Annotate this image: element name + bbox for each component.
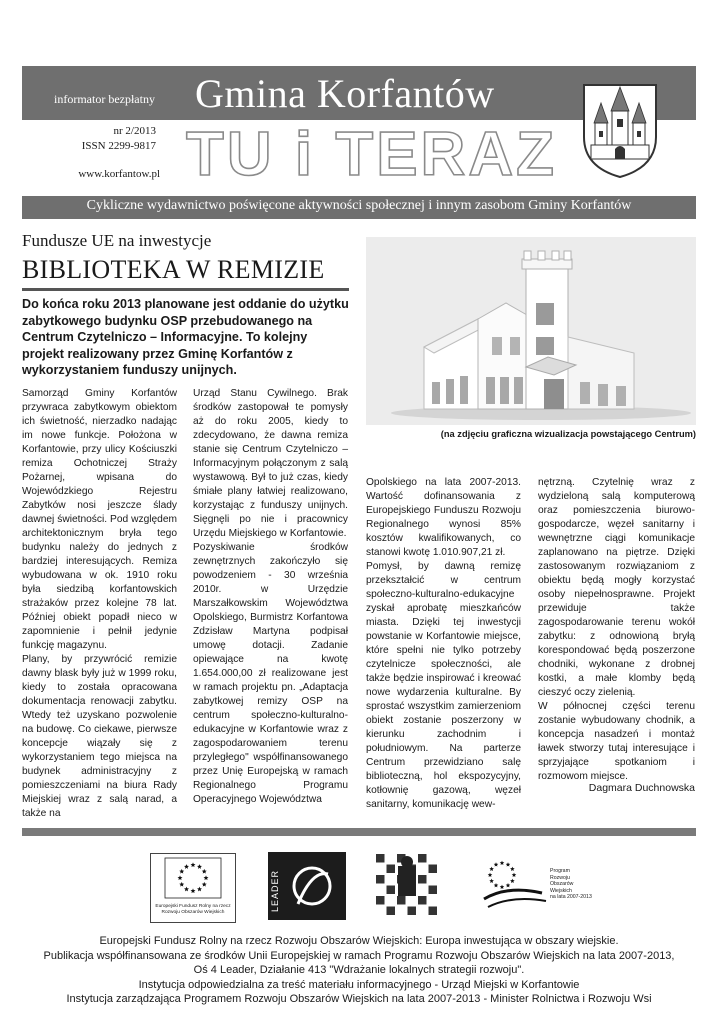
paragraph: nętrzną. Czytelnię wraz z wydzieloną salą komputerową oraz pomieszczenia biurowo-gospodarcze, węzeł sanitarny i wewnętrzne ciągi komunikacje zaplanowano na piętrze. Dzięki zastosowanym rozwiązaniom z obiektu będą mogły korzystać osoby niepełnosprawne. Projekt przewiduje także zagospodarowanie terenu wokół zabytku: z odnowioną bryłą korespondować będą poszerzone chodniki, wykonane z drobnej kostki, a małe klomby będą cieszyć oczy zielenią. — [538, 477, 695, 698]
star-icon — [489, 879, 494, 883]
article-headline: BIBLIOTEKA W REMIZIE — [22, 255, 325, 284]
bottom-divider — [22, 828, 696, 836]
paragraph: Urząd Stanu Cywilnego. Brak środków zastopował te pomysły aż do roku 2005, kiedy to zdecydowano, że dawna remiza stanie się Centrum Czytelniczo – Informacyjnym połączonym z salą wystawową. Był to już czas, kiedy śmiałe plany łatwiej realizowano, korzystając z funduszy unijnych. Sięgnęli po nie i pracownicy Urzędu Miejskiego w Korfantowie. — [193, 388, 348, 539]
headline-underline — [22, 288, 349, 291]
prow-caption-line: Wiejskich — [550, 887, 572, 894]
photo-caption: (na zdjęciu graficzna wizualizacja powstającego Centrum) — [440, 429, 696, 439]
grid-cell — [387, 886, 396, 895]
paragraph: Pomysł, by dawną remizę przekształcić w centrum społeczno-kulturalno-edukacyjne zyskał aprobatę mieszkańców miasta. Dzięki tej inwestycji powstanie w Korfantowie miejsce, które spełni nie tylko potrzeby czytelnicze społeczności, ale także będzie inspirować i kreować nowe wydarzenia kulturalne. By sprostać wszystkim zamierzeniom obiekt zostanie poszerzony w kierunku zachodnim i południowym. Na parterze Centrum przewidziano salę biblioteczną, hol ekspozycyjny, kotłownię gazową, węzeł sanitarny, komunikację wew- — [366, 561, 521, 810]
paragraph: Samorząd Gminy Korfantów przywraca zabytkowym obiektom ich świetność, nierzadko nadając im nowe funkcje. Położona w Korfantowie, przy ulicy Kościuszki remiza Ochotniczej Straży Pożarnej, wpisana do Wojewódzkiego Rejestru Zabytków nosi jeszcze ślady dawnej świetności. Pod względem architektonicznym bryła tego budynku należy do jednych z bardziej interesujących. Remiza wybudowana w ok. 1910 roku była siedzibą korfantowskich strażaków przez kolejne 78 lat. Później obiekt popadł nieco w zapomnienie i pełnił jedynie funkcję magazynu. — [22, 388, 177, 651]
article-column-3 — [366, 476, 521, 812]
star-icon — [510, 879, 515, 883]
article-author: Dagmara Duchnowska — [588, 782, 695, 794]
grid-cell — [429, 907, 438, 916]
website-link[interactable]: www.korfantow.pl — [78, 168, 160, 180]
star-icon — [510, 867, 515, 871]
star-icon — [506, 862, 511, 866]
eu-logo-caption: Europejski Fundusz Rolny na rzecz Rozwoju Obszarów Wiejskich — [155, 904, 231, 915]
footer-line: Instytucja zarządzająca Programem Rozwoju Obszarów Wiejskich na lata 2007-2013 - Minister Rolnictwa i Rozwoju Wsi — [66, 993, 652, 1006]
coat-of-arms-icon — [580, 75, 660, 180]
leader-logo-text: LEADER — [270, 869, 280, 912]
star-icon — [488, 873, 493, 877]
grid-cell — [418, 875, 427, 884]
footer-line: Instytucja odpowiedzialna za treść materiału informacyjnego - Urząd Miejski w Korfantowie — [138, 978, 580, 991]
paragraph: Pozyskiwanie środków zewnętrznych zakończyło się powodzeniem - 30 września 2010r. w Urzędzie Marszałkowskim Województwa Opolskiego, Burmistrz Korfantowa Zdzisław Martyna podpisał umowę dotacji. Zadanie opiewające na kwotę 1.654.000,00 zł realizowane jest w ramach projektu pn. „Adaptacja zabytkowej remizy OSP na centrum społeczno-kulturalno-edukacyjne w Korfantowie wraz z zagospodarowaniem terenu przyległego" współfinansowanego przez Unię Europejską w ramach Regionalnego Programu Operacyjnego Województwa — [193, 542, 348, 805]
grid-cell — [387, 865, 396, 874]
article-column-4 — [538, 476, 695, 784]
article-column-2 — [193, 387, 348, 807]
star-icon — [489, 867, 494, 871]
grid-cell — [376, 854, 385, 863]
issn: ISSN 2299-9817 — [81, 140, 156, 152]
prow-caption-line: Program — [550, 868, 570, 874]
grid-cell — [376, 896, 385, 905]
grid-cell — [376, 875, 385, 884]
masthead-tagline: informator bezpłatny — [54, 92, 155, 106]
star-icon — [494, 862, 499, 866]
grid-cell — [429, 886, 438, 895]
masthead-subtitle: Cykliczne wydawnictwo poświęcone aktywności społecznej i innym zasobom Gminy Korfantów — [86, 198, 632, 213]
masthead-title: Gmina Korfantów — [195, 71, 495, 116]
paragraph: Opolskiego na lata 2007-2013. Wartość dofinansowania z Europejskiego Funduszu Rozwoju Regionalnego wynosi 85% kosztów kwalifikowanych, co stanowi kwotę 1.010.907,21 zł. — [366, 477, 521, 558]
grid-cell — [429, 865, 438, 874]
issue-info — [52, 124, 156, 154]
tu-i-teraz-logo: TU i TERAZ — [186, 120, 557, 189]
funding-footer — [22, 934, 696, 1007]
grid-cell — [397, 896, 406, 905]
article-lead: Do końca roku 2013 planowane jest oddanie do użytku zabytkowego budynku OSP przebudowanego na Centrum Czytelniczo – Informacyjne. To kolejny projekt realizowany przez Gminę Korfantów z wykorzystaniem funduszy unijnych. — [22, 297, 349, 377]
prow-caption-line: na lata 2007-2013 — [550, 894, 592, 901]
footer-line: Publikacja współfinansowana ze środków Unii Europejskiej w ramach Programu Rozwoju Obszarów Wiejskich na lata 2007-2013, — [43, 949, 675, 962]
prow-caption-line: Obszarów — [550, 881, 574, 888]
star-icon — [506, 883, 511, 887]
footer-line: Oś 4 Leader, Działanie 413 "Wdrażanie lokalnych strategii rozwoju". — [193, 964, 525, 977]
leader-group-logo-icon — [374, 852, 440, 918]
grid-cell — [387, 907, 396, 916]
grid-cell — [418, 896, 427, 905]
star-icon — [494, 883, 499, 887]
grid-cell — [408, 907, 417, 916]
building-visualization-image — [366, 237, 696, 425]
star-icon — [512, 873, 517, 877]
leader-logo-icon — [268, 852, 346, 920]
paragraph: W północnej części terenu zostanie wybudowany chodnik, a koncepcja nasadzeń i montaż ławek stworzy tutaj interesujące i sprzyjające spotkaniom i rozmowom miejsce. — [538, 701, 695, 782]
prow-logo-caption — [550, 868, 592, 901]
prow-caption-line: Rozwoju — [550, 874, 570, 881]
article-column-1 — [22, 387, 177, 821]
footer-line: Europejski Fundusz Rolny na rzecz Rozwoju Obszarów Wiejskich: Europa inwestująca w obszary wiejskie. — [99, 935, 619, 947]
paragraph: Plany, by przywrócić remizie dawny blask były już w 1999 roku, kiedy to została opracowana dokumentacja renowacji zabytku. Wtedy też uzyskano pozwolenie na budowę. Co ciekawe, pierwsze koncepcje wiązały się z wykorzystaniem tego miejsca na budynek administracyjny z pomieszczeniami na biura Rady Miejskiej wraz z salą narad, a także na — [22, 654, 177, 819]
article-kicker: Fundusze UE na inwestycje — [22, 231, 212, 250]
star-icon — [500, 861, 505, 865]
issue-number: nr 2/2013 — [113, 125, 156, 137]
grid-cell — [418, 854, 427, 863]
star-icon — [500, 885, 505, 889]
